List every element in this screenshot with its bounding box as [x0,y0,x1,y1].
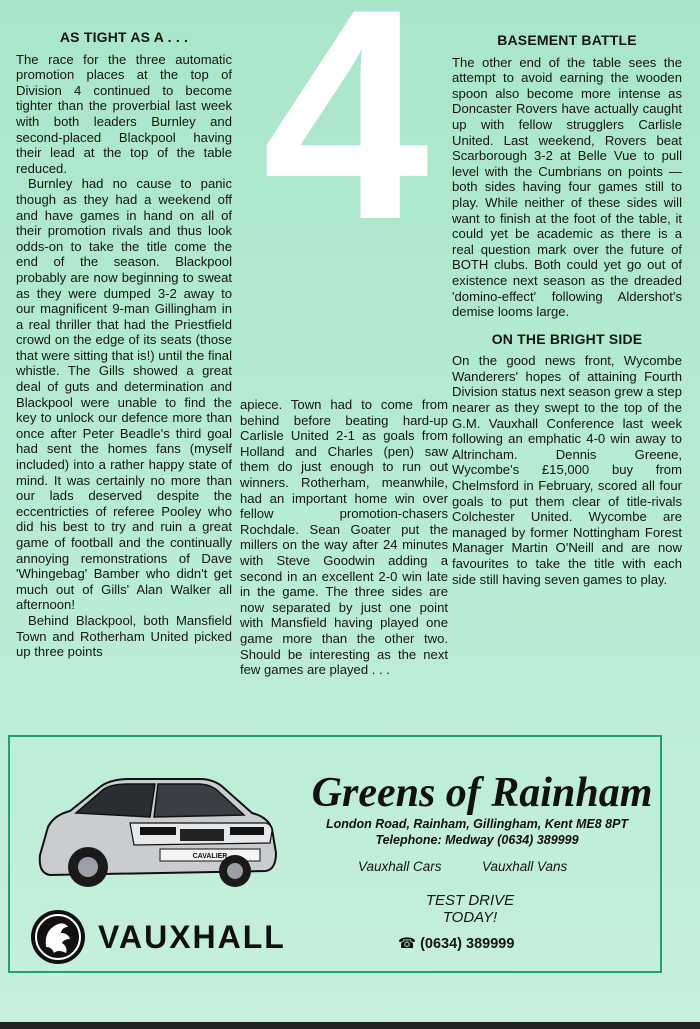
paragraph: Behind Blackpool, both Mansfield Town and Rotherham United picked up three points [16,612,232,660]
car-plate: CAVALIER [192,853,228,860]
paragraph: apiece. Town had to come from behind before beating hard-up Carlisle United 2-1 as goals from Holland and Charles (pen) saw them do just enough to run out winners. Rotherham, meanwhile, had an important home win over fellow promotion-chasers Rochdale. Sean Goater put the millers on the way after 24 minutes with Steve Goodwin adding a second in an excellent 2-0 win late in the game. The three sides are now separated by just one point with Mansfield having played one game more than the other two. Should be interesting as the next few games are played . . . [240,397,448,678]
vauxhall-vans-label: Vauxhall Vans [482,859,568,874]
dealer-phone [398,936,514,952]
vauxhall-griffin-logo [28,907,88,967]
heading-as-tight: AS TIGHT AS A . . . [59,29,189,45]
paragraph: On the good news front, Wycombe Wanderers' hopes of attaining Fourth Division status next season grew a step nearer as they swept to the top of the G.M. Vauxhall Conference last week following an emphatic 4-0 win away to Altrincham. Dennis Greene, Wycombe's £15,000 buy from Chelmsford in February, scored all four goals to put them clear of title-rivals Colchester United. Wycombe are managed by former Nottingham Forest Manager Martin O'Neill and are now favourites to take the title with each side still having seven games to play. [452,353,682,587]
dealer-address: London Road, Rainham, Gillingham, Kent ME8 8PT [325,817,629,831]
advertisement [8,735,662,973]
big-number-4: 4 [262,0,419,282]
paragraph: The other end of the table sees the attempt to avoid earning the wooden spoon also become more intense as Doncaster Rovers have actually caught up with fellow strugglers Carlisle United. Last weekend, Rovers beat Scarborough 3-2 at Belle Vue to pull level with the Cumbrians on points — both sides having four games still to play. While neither of these sides will want to finish at the foot of the table, it could yet be academic as there is a real question mark over the future of BOTH clubs. Both could yet go out of existence next season as the dreaded 'domino-effect' following Aldershot's demise looms large. [452,54,682,320]
paragraph: The race for the three automatic promotion places at the top of Division 4 continued to become tighter than the proverbial last week with both leaders Burnley and second-placed Blackpool having their lead at the top of the table reduced. [16,51,232,176]
column-left [16,30,232,660]
car-image [30,757,280,907]
heading-bright-side: ON THE BRIGHT SIDE [491,330,643,347]
dealer-telephone-line: Telephone: Medway (0634) 389999 [375,833,579,847]
column-right [452,33,682,587]
telephone-icon: ☎ [398,936,417,952]
test-drive-line2: TODAY! [442,909,498,926]
column-middle [240,397,448,678]
bottom-edge-bar [0,1022,700,1029]
phone-number: (0634) 389999 [420,936,515,952]
test-drive-line1: TEST DRIVE [425,892,515,909]
dealer-name: Greens of Rainham [311,770,653,816]
vauxhall-cars-label: Vauxhall Cars [358,859,442,874]
test-drive-text [390,892,550,926]
paragraph: Burnley had no cause to panic though as they had a weekend off and have games in hand on all of their promotion rivals and thus look odds-on to take the title come the end of the season. Blackpool probably are now beginning to sweat as they were dumped 3-2 away to our magnificent 9-man Gillingham in a real thriller that had the Priestfield crowd on the edge of its seats (those that were sitting that is!) until the final whistle. The Gills showed a great deal of guts and determination and Blackpool were unable to find the key to unlock our defence more than once after Peter Beadle's third goal had sent the homes fans (myself included) into a rather happy state of mind. It was certainly no more than our lads deserved despite the eccentricties of referee Pooley who did his best to try and ruin a great game of football and the continually annoying remonstrations of Dave 'Whingebag' Bamber who didn't get much out of Gills' Alan Walker all afternoon! [16,176,232,613]
heading-basement-battle: BASEMENT BATTLE [497,32,637,48]
vauxhall-wordmark: VAUXHALL [98,919,286,955]
